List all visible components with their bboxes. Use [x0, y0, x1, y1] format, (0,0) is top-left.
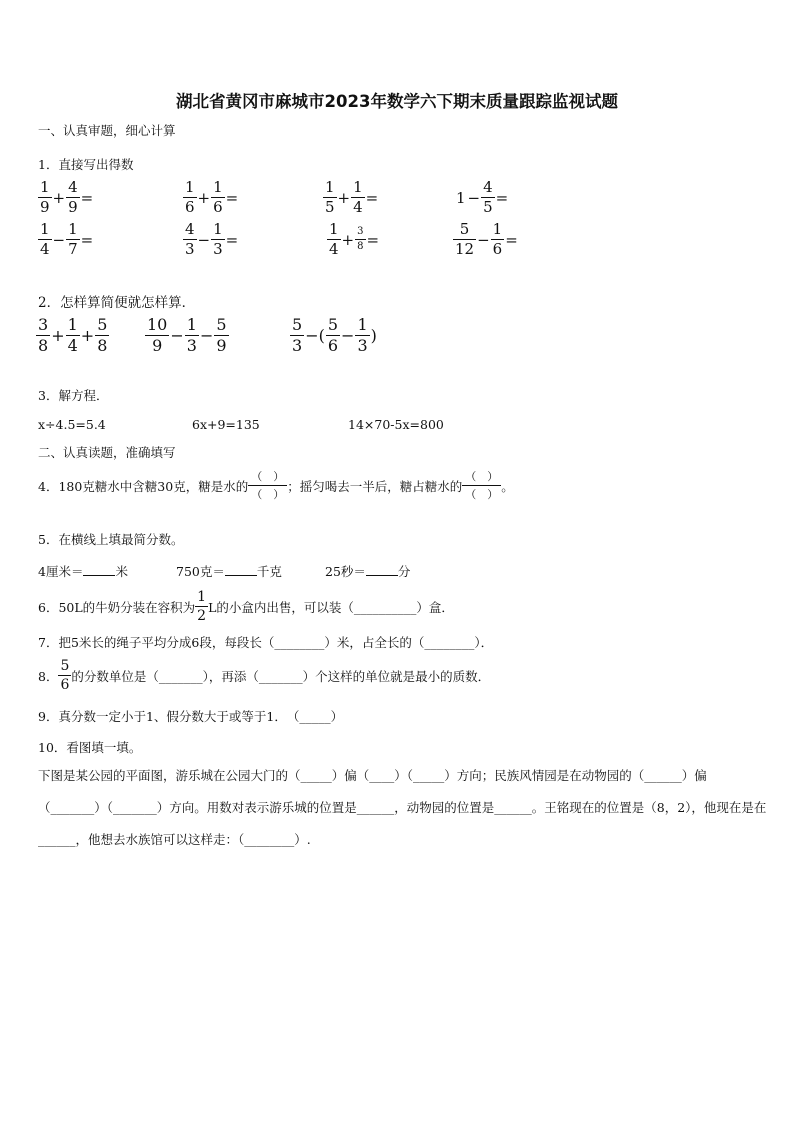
- question-2-label: 2．怎样算简便就怎样算．: [38, 295, 196, 311]
- q1-item-1: $\frac{1}{9}$ + $\frac{4}{9}$ =: [40, 178, 94, 216]
- q2-expression-3: $\frac{5}{3}$ −( $\frac{5}{6}$ − $\frac{1}{3}$ ): [292, 315, 377, 355]
- section-2-heading: 二、认真读题，准确填写: [38, 445, 176, 460]
- q1-item-5: $\frac{1}{4}$ − $\frac{1}{7}$ =: [40, 220, 94, 258]
- q1-item-6: $\frac{4}{3}$ − $\frac{1}{3}$ =: [185, 220, 239, 258]
- question-1-label: 1．直接写出得数: [38, 157, 134, 172]
- q3-equation-3: 14×70-5x=800: [348, 417, 444, 432]
- q3-equation-1: x÷4.5=5.4: [38, 417, 106, 432]
- q1-item-7: $\frac{1}{4}$ + $\frac{3}{8}$ =: [329, 220, 380, 258]
- q1-item-4: 1 − $\frac{4}{5}$ =: [456, 178, 509, 216]
- question-7: 7．把5米长的绳子平均分成6段，每段长（________）米，占全长的（________）．: [38, 635, 494, 650]
- q5-blank-2: [225, 575, 257, 576]
- q1-item-2: $\frac{1}{6}$ + $\frac{1}{6}$ =: [185, 178, 239, 216]
- question-6: 6．50L的牛奶分装在容积为 $\frac{1}{2}$ L的小盒内出售，可以装（__________）盒．: [38, 589, 454, 624]
- question-3-label: 3．解方程．: [38, 388, 109, 403]
- q3-equation-2: 6x+9=135: [192, 417, 260, 432]
- q4-answer-fraction-1: $\frac{( )}{( )}$: [248, 471, 287, 500]
- q5-item-2: 750克＝ 千克: [176, 564, 282, 579]
- question-5-label: 5．在横线上填最简分数。: [38, 532, 184, 547]
- q5-blank-3: [366, 575, 398, 576]
- q2-expression-2: $\frac{10}{9}$ − $\frac{1}{3}$ − $\frac{5}{9}$: [147, 315, 227, 355]
- question-9: 9．真分数一定小于1、假分数大于或等于1． （_____）: [38, 709, 344, 724]
- q5-item-1: 4厘米＝ 米: [38, 564, 128, 579]
- section-1-heading: 一、认真审题，细心计算: [38, 123, 176, 138]
- q5-item-3: 25秒＝ 分: [325, 564, 411, 579]
- q5-blank-1: [83, 575, 115, 576]
- q1-item-8: $\frac{5}{12}$ − $\frac{1}{6}$ =: [455, 220, 518, 258]
- question-4: 4．180克糖水中含糖30克，糖是水的 $\frac{( )}{( )}$ ；摇匀喝去一半后，糖占糖水的 $\frac{( )}{( )}$ 。: [38, 470, 514, 501]
- question-8: 8． $\frac{5}{6}$ 的分数单位是（_______），再添（_______）个这样的单位就是最小的质数．: [38, 658, 491, 693]
- q1-item-3: $\frac{1}{5}$ + $\frac{1}{4}$ =: [325, 178, 379, 216]
- q2-expression-1: $\frac{3}{8}$ + $\frac{1}{4}$ + $\frac{5}{8}$: [38, 315, 108, 355]
- q4-answer-fraction-2: $\frac{( )}{( )}$: [462, 471, 501, 500]
- page-title: 湖北省黄冈市麻城市2023年数学六下期末质量跟踪监视试题: [176, 92, 618, 111]
- question-10-label: 10．看图填一填。: [38, 740, 142, 755]
- question-10-body: 下图是某公园的平面图，游乐城在公园大门的（_____）偏（____）（_____）方向；民族风情园是在动物园的（______）偏（_______）（_______）方向。用数对表示游乐城的位置是______，动物园的位置是______。王铭现在的位置是（8，2），他现在是在______，他想去水族馆可以这样走：（________）.: [38, 768, 767, 847]
